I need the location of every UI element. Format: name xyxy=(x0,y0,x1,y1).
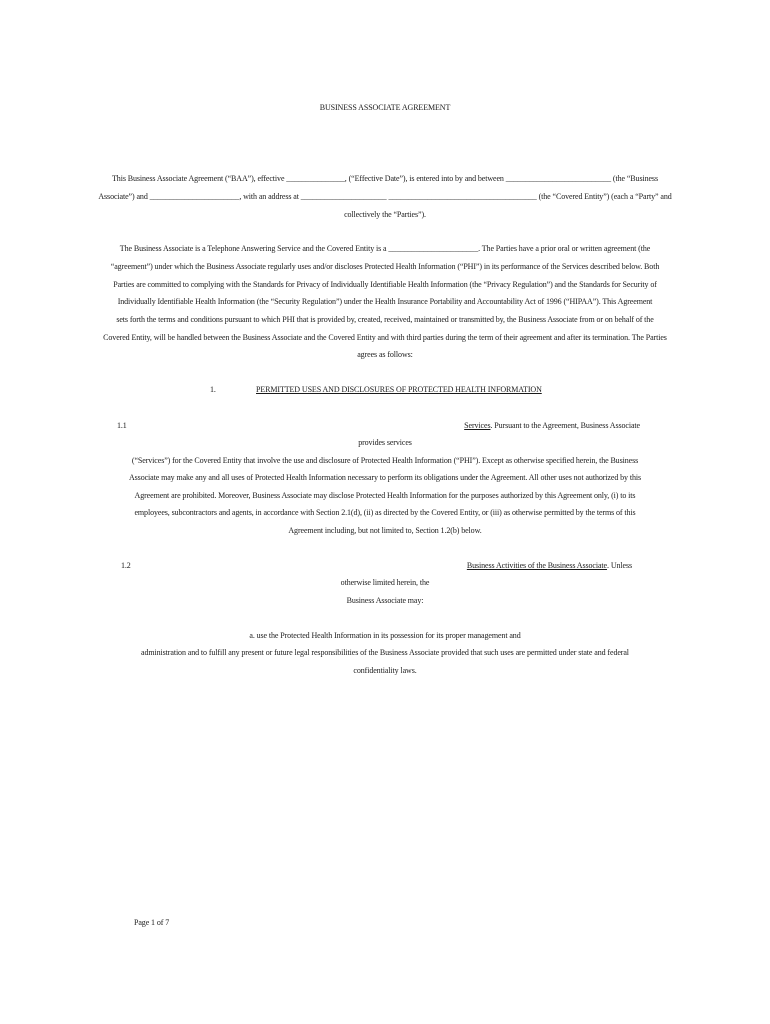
subsection-1-1-body-2: Associate may make any and all uses of Protected Health Information necessary to perform its obligations under the Agreement. All other uses not authorized by this xyxy=(128,473,641,482)
subsection-1-2-line-3: Business Associate may: xyxy=(346,596,424,605)
subsection-1-1-body-1: (“Services”) for the Covered Entity that involve the use and disclosure of Protected Health Information (“PHI”). Except as otherwise specified herein, the Business xyxy=(131,456,639,465)
recital-line-4: Individually Identifiable Health Information (the “Security Regulation”) under the Health Insurance Portability and Accountability Act of 1996 (“HIPAA”). This Agreement xyxy=(117,297,653,306)
subsection-1-2-number: 1.2 xyxy=(121,561,131,570)
subsection-1-2-heading: Business Activities of the Business Associate xyxy=(466,561,608,570)
recital-line-3: Parties are committed to complying with the Standards for Privacy of Individually Identifiable Health Information (the “Privacy Regulation”) and the Standards for Security of xyxy=(113,280,657,289)
subsection-1-2-heading-rest: . Unless xyxy=(607,561,632,570)
page-number: Page 1 of 7 xyxy=(134,918,170,927)
subsection-1-1-heading: Services xyxy=(464,421,491,430)
subsection-1-1-body-5: Agreement including, but not limited to, Section 1.2(b) below. xyxy=(288,526,482,535)
subsection-1-1-line-2: provides services xyxy=(358,438,412,447)
clause-a-line-3: confidentiality laws. xyxy=(353,666,417,675)
subsection-1-1-body-3: Agreement are prohibited. Moreover, Business Associate may disclose Protected Health Information for the purposes authorized by this Agreement only, (i) to its xyxy=(134,491,636,500)
recital-line-7: agrees as follows: xyxy=(357,350,413,359)
section-1-heading: PERMITTED USES AND DISCLOSURES OF PROTECTED HEALTH INFORMATION xyxy=(256,385,542,394)
subsection-1-1-heading-rest: . Pursuant to the Agreement, Business Associate xyxy=(490,421,640,430)
clause-a-line-1: a. use the Protected Health Information in its possession for its proper management and xyxy=(249,631,521,640)
intro-line-3: collectively the “Parties”). xyxy=(344,210,426,219)
subsection-1-2-line-2: otherwise limited herein, the xyxy=(340,578,430,587)
subsection-1-1-heading-line xyxy=(464,421,640,431)
recital-line-5: sets forth the terms and conditions pursuant to which PHI that is provided by, created, received, maintained or transmitted by, the Business Associate from or on behalf of the xyxy=(116,315,654,324)
subsection-1-2-heading-line xyxy=(467,561,632,571)
subsection-1-1-number: 1.1 xyxy=(117,421,127,430)
recital-line-2: “agreement”) under which the Business Associate regularly uses and/or discloses Protected Health Information (“PHI”) in its performance of the Services described below. Both xyxy=(110,262,660,271)
intro-line-2: Associate”) and _______________________, with an address at ______________________ ______________________________________ (the “Covered Entity”) (each a “Party” and xyxy=(98,192,672,201)
document-title: BUSINESS ASSOCIATE AGREEMENT xyxy=(319,103,451,112)
recital-line-1: The Business Associate is a Telephone Answering Service and the Covered Entity is a _______________________. The Parties have a prior oral or written agreement (the xyxy=(119,244,651,253)
section-1-number: 1. xyxy=(210,385,216,394)
subsection-1-1-body-4: employees, subcontractors and agents, in accordance with Section 2.1(d), (ii) as directed by the Covered Entity, or (iii) as otherwise permitted by the terms of this xyxy=(134,508,636,517)
clause-a-line-2: administration and to fulfill any present or future legal responsibilities of the Business Associate provided that such uses are permitted under state and federal xyxy=(141,648,629,657)
recital-line-6: Covered Entity, will be handled between the Business Associate and the Covered Entity and with third parties during the term of their agreement and after its termination. The Parties xyxy=(103,333,667,342)
intro-line-1: This Business Associate Agreement (“BAA”), effective _______________, (“Effective Date”), is entered into by and between ___________________________ (the “Business xyxy=(112,174,658,183)
